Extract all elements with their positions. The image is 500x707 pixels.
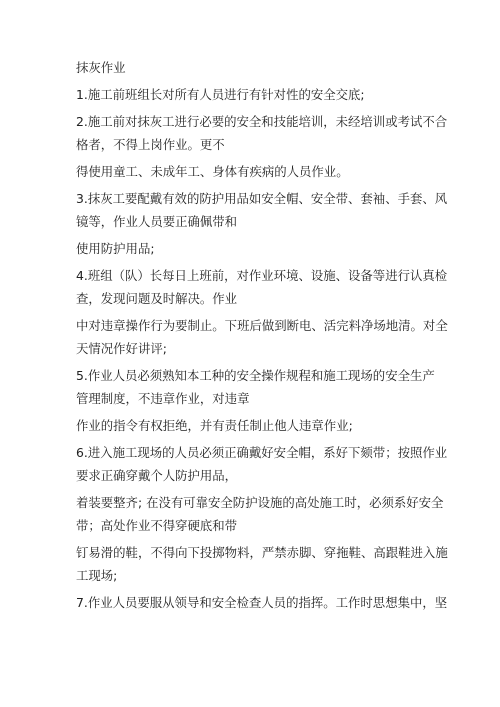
paragraph-2-line-1: 2.施工前对抹灰工进行必要的安全和技能培训，未经培训或考试不合 [76,114,448,129]
paragraph-6-line-2: 要求正确穿戴个人防护用品， [76,468,238,483]
paragraph-4-line-4: 天情况作好讲评; [76,341,167,356]
paragraph-2-line-3: 得使用童工、未成年工、身体有疾病的人员作业。 [76,164,349,179]
paragraph-5-line-3: 作业的指令有权拒绝，并有责任制止他人违章作业; [76,418,353,433]
paragraph-3-line-1: 3.抹灰工要配戴有效的防护用品如安全帽、安全带、套袖、手套、风 [76,191,448,206]
paragraph-6-line-6: 工现场; [76,568,118,583]
paragraph-5-line-1: 5.作业人员必须熟知本工种的安全操作规程和施工现场的安全生产 [76,368,435,383]
section-title: 抹灰作业 [76,60,126,75]
paragraph-6-line-3: 着装要整齐; 在没有可靠安全防护设施的高处施工时，必须系好安全 [76,495,444,510]
paragraph-1-line-1: 1.施工前班组长对所有人员进行有针对性的安全交底; [76,87,365,102]
paragraph-3-line-2: 镜等，作业人员要正确佩带和 [76,214,238,229]
paragraph-7-line-1: 7.作业人员要服从领导和安全检查人员的指挥。工作时思想集中，坚 [76,595,448,610]
document-body [76,60,448,611]
paragraph-4-line-3: 中对违章操作行为要制止。下班后做到断电、活完料净场地清。对全 [76,318,448,333]
paragraph-6-line-4: 带；高处作业不得穿硬底和带 [76,518,238,533]
paragraph-2-line-2: 格者，不得上岗作业。更不 [76,137,225,152]
paragraph-6-line-1: 6.进入施工现场的人员必须正确戴好安全帽，系好下颏带；按照作业 [76,445,448,460]
paragraph-6-line-5: 钉易滑的鞋，不得向下投掷物料，严禁赤脚、穿拖鞋、高跟鞋进入施 [76,545,448,560]
paragraph-4-line-2: 查，发现问题及时解决。作业 [76,291,238,306]
paragraph-5-line-2: 管理制度，不违章作业，对违章 [76,391,250,406]
paragraph-4-line-1: 4.班组（队）长每日上班前，对作业环境、设施、设备等进行认真检 [76,268,448,283]
paragraph-3-line-3: 使用防护用品; [76,241,155,256]
